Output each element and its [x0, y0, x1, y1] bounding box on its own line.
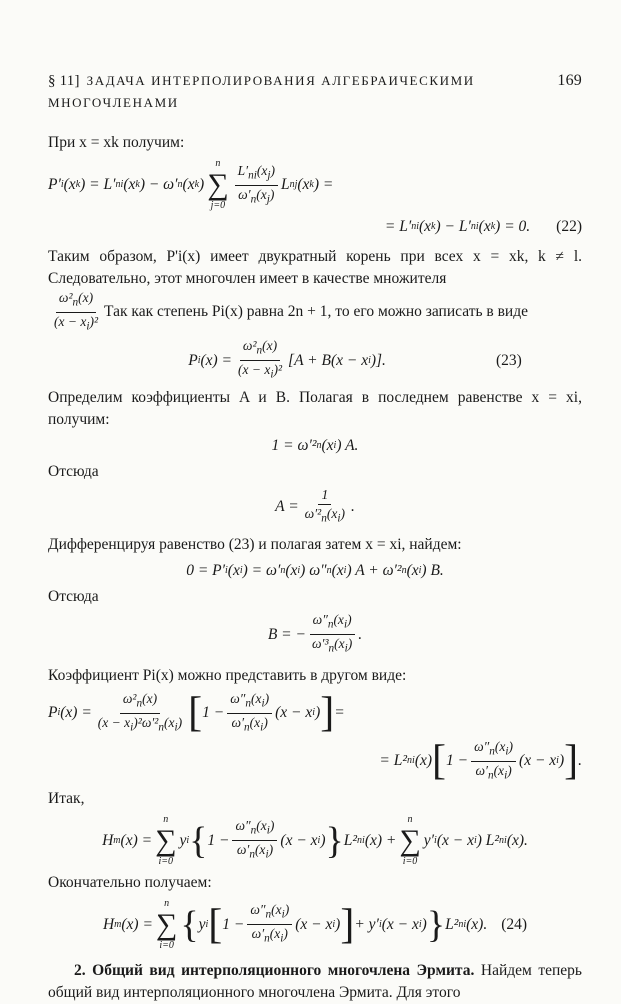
running-header: [48, 70, 582, 114]
equation-number-24: (24): [501, 915, 528, 933]
book-page: [48, 70, 582, 1004]
equation-hm-1: H m (x) = n ∑ i=0 y i { 1 − $\frac{\omega''_n(x_i)}{\omega'_n(x_i)}$ (x − x i ) } L² ni (x) + n ∑ i=0 y′ i (x − x i ) L² ni (x).: [102, 813, 528, 867]
equation-b: B = − $\frac{\omega''_n(x_i)}{\omega'^3_n(x_i)}$ .: [267, 612, 363, 655]
header-section: § 11]: [48, 73, 80, 89]
text-line-6: Коэффициент Pi(x) можно представить в другом виде:: [48, 666, 407, 684]
text-line-3: Так как степень Pi(x) равна 2n + 1, то его можно записать в виде: [104, 302, 528, 320]
text-line-3-wrap: $\frac{\omega^2_n(x)}{(x - x_i)^2}$ Так как степень Pi(x) равна 2n + 1, то его можно записать в виде: [54, 290, 528, 333]
equation-24: H m (x) = n ∑ i=0 { y i [ 1 − $\frac{\omega''_n(x_i)}{\omega'_n(x_i)}$ (x − x i ) ] + y′ i (x − x i ) } L² ni (x). (24): [102, 897, 528, 951]
equation-p-line1: P i (x) = $\frac{\omega^2_n(x)}{(x - x_i)^2\omega'^2_n(x_i)}$ [ 1 − $\frac{\omega''_n(x_i)}{\omega'_n(x_i)}$ (x − x i ) ] =: [48, 690, 345, 736]
text-otsyuda-1: Отсюда: [48, 462, 99, 480]
text-line-4: Определим коэффициенты A и B. Полагая в последнем равенстве x = xi, получим:: [48, 388, 582, 428]
text-line-2: Таким образом, P'i(x) имеет двукратный корень при всех x = xk, k ≠ l. Следовательно, этот многочлен имеет в качестве множителя: [48, 248, 582, 287]
text-okonch: Окончательно получаем:: [48, 873, 212, 891]
header-title: ЗАДАЧА ИНТЕРПОЛИРОВАНИЯ АЛГЕБРАИЧЕСКИМИ МНОГОЧЛЕНАМИ: [48, 73, 475, 110]
text-line-1: При x = xk получим:: [48, 134, 185, 151]
text-itak: Итак,: [48, 789, 85, 807]
section-2-text: Найдем теперь общий вид интерполяционного многочлена Эрмита. Для этого: [48, 961, 583, 1001]
equation-derivative: 0 = P′ i (x i ) = ω′ n (x i ) ω″ n (x i ) A + ω′² n (x i ) B.: [186, 562, 444, 580]
equation-23: P i (x) = $\frac{\omega^2_n(x)}{(x - x_i)^2}$ [A + B(x − x i )]. (23): [188, 338, 522, 381]
equation-22-line1: P′ i (x k ) = L′ ni (x k ) − ω′ n (x k ) n ∑ j=0 $\frac{L'_{ni}(x_j)}{\omega'_n(x_j)}$ L nj (x k ) =: [48, 158, 334, 211]
text-line-5: Дифференцируя равенство (23) и полагая затем x = xi, найдем:: [48, 536, 462, 554]
equation-p-line2: = L² ni (x) [ 1 − $\frac{\omega''_n(x_i)}{\omega'_n(x_i)}$ (x − x i ) ] .: [379, 738, 582, 785]
section-2-paragraph: [48, 960, 582, 1004]
text-otsyuda-2: Отсюда: [48, 588, 99, 606]
equation-a2: A = $\frac{1}{\omega'^2_n(x_i)}$ .: [275, 486, 355, 525]
equation-a1: 1 = ω′² n (x i ) A.: [271, 436, 359, 454]
equation-number-23: (23): [495, 351, 522, 369]
equation-number-22: (22): [556, 218, 582, 235]
section-2-title: 2. Общий вид интерполяционного многочлена Эрмита.: [74, 961, 475, 979]
page-number: 169: [557, 72, 582, 89]
equation-22-line2: = L′ ni (x k ) − L′ ni (x k ) = 0. (22): [48, 216, 582, 238]
